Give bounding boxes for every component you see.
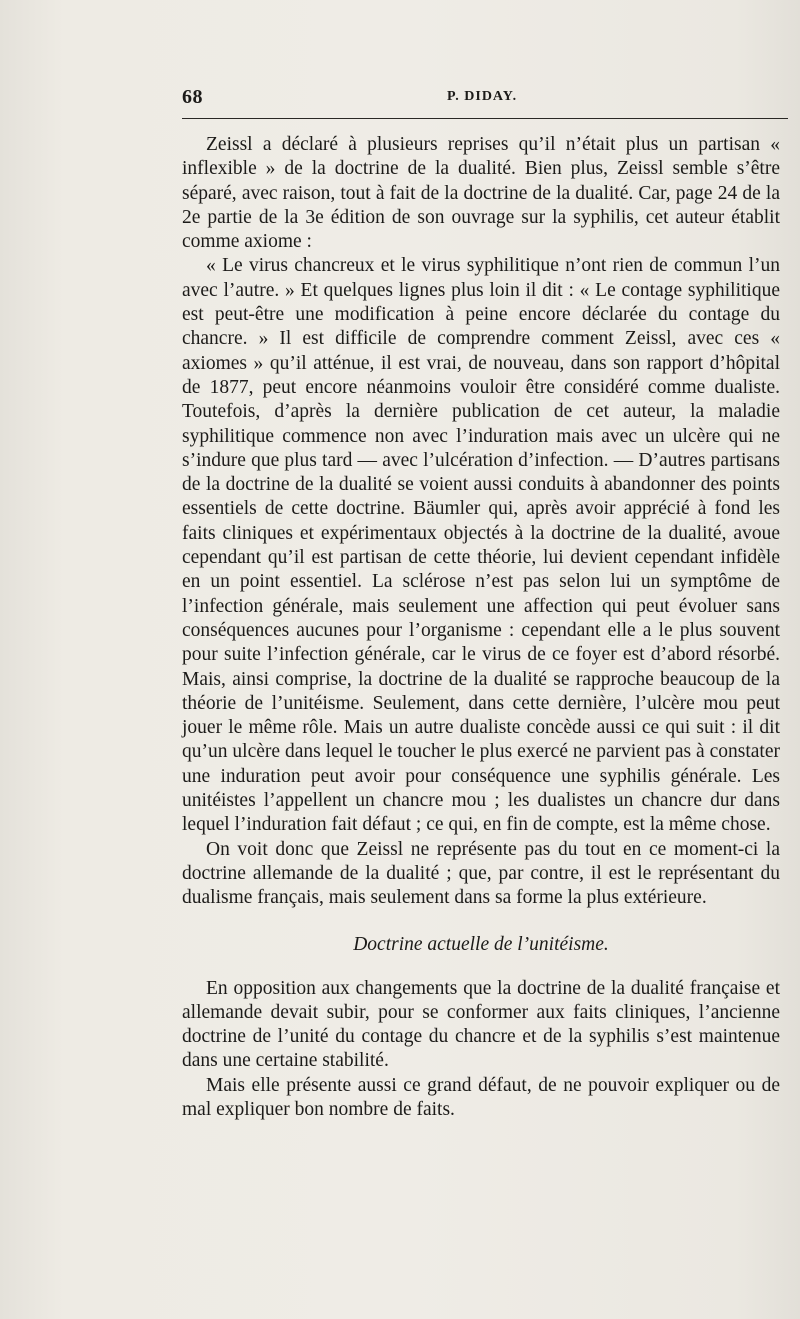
header-rule xyxy=(182,118,788,119)
running-head: P. DIDAY. xyxy=(447,89,518,104)
page-number: 68 xyxy=(182,86,203,108)
body-text xyxy=(182,133,780,1122)
paragraph: « Le virus chancreux et le virus syphilitique n’ont rien de commun l’un avec l’autre. » Et quelques lignes plus loin il dit : « Le contage syphilitique est peut-être une modification à peine encore déclarée du contage du chancre. » Il est difficile de comprendre comment Zeissl, avec ces « axiomes » qu’il atténue, il est vrai, de nouveau, dans son rapport d’hôpital de 1877, peut encore néanmoins vouloir être considéré comme dualiste. Toutefois, d’après la dernière publication de cet auteur, la maladie syphilitique commence non avec l’induration mais avec un ulcère qui ne s’indure que plus tard — avec l’ulcération d’infection. — D’autres partisans de la doctrine de la dualité se voient aussi conduits à abandonner des points essentiels de cette doctrine. Bäumler qui, après avoir apprécié à fond les faits cliniques et expérimentaux objectés à la doctrine de la dualité, avoue cependant qu’il est partisan de cette théorie, lui devient cependant infidèle en un point essentiel. La sclérose n’est pas selon lui un symptôme de l’infection générale, mais seulement une affection qui peut évoluer sans conséquences aucunes pour l’organisme : cependant elle a le plus souvent pour suite l’infection générale, car le virus de ce foyer est d’abord résorbé. Mais, ainsi comprise, la doctrine de la dualité se rapproche beaucoup de la théorie de l’unitéisme. Seulement, dans cette dernière, l’ulcère mou peut jouer le même rôle. Mais un autre dualiste concède aussi ce qui suit : il dit qu’un ulcère dans lequel le toucher le plus exercé ne parvient pas à constater une induration peut avoir pour conséquence une syphilis générale. Les unitéistes l’appellent un chancre mou ; les dualistes un chancre dur dans lequel l’induration fait défaut ; ce qui, en fin de compte, est la même chose. xyxy=(182,255,780,836)
paragraph: Zeissl a déclaré à plusieurs reprises qu’il n’était plus un partisan « inflexible » de la doctrine de la dualité. Bien plus, Zeissl semble s’être séparé, avec raison, tout à fait de la doctrine de la dualité. Car, page 24 de la 2e partie de la 3e édition de son ouvrage sur la syphilis, cet auteur établit comme axiome : xyxy=(182,134,780,253)
section-title: Doctrine actuelle de l’unitéisme. xyxy=(353,933,609,955)
paragraph: En opposition aux changements que la doctrine de la dualité française et allemande devait subir, pour se conformer aux faits cliniques, l’ancienne doctrine de l’unité du contage du chancre et de la syphilis s’est maintenue dans une certaine stabilité. xyxy=(182,977,780,1072)
paragraph: On voit donc que Zeissl ne représente pas du tout en ce moment-ci la doctrine allemande de la dualité ; que, par contre, il est le représentant du dualisme français, mais seulement dans sa forme la plus extérieure. xyxy=(182,838,780,909)
page-header xyxy=(182,86,790,110)
paragraph: Mais elle présente aussi ce grand défaut, de ne pouvoir expliquer ou de mal expliquer bon nombre de faits. xyxy=(182,1074,780,1120)
